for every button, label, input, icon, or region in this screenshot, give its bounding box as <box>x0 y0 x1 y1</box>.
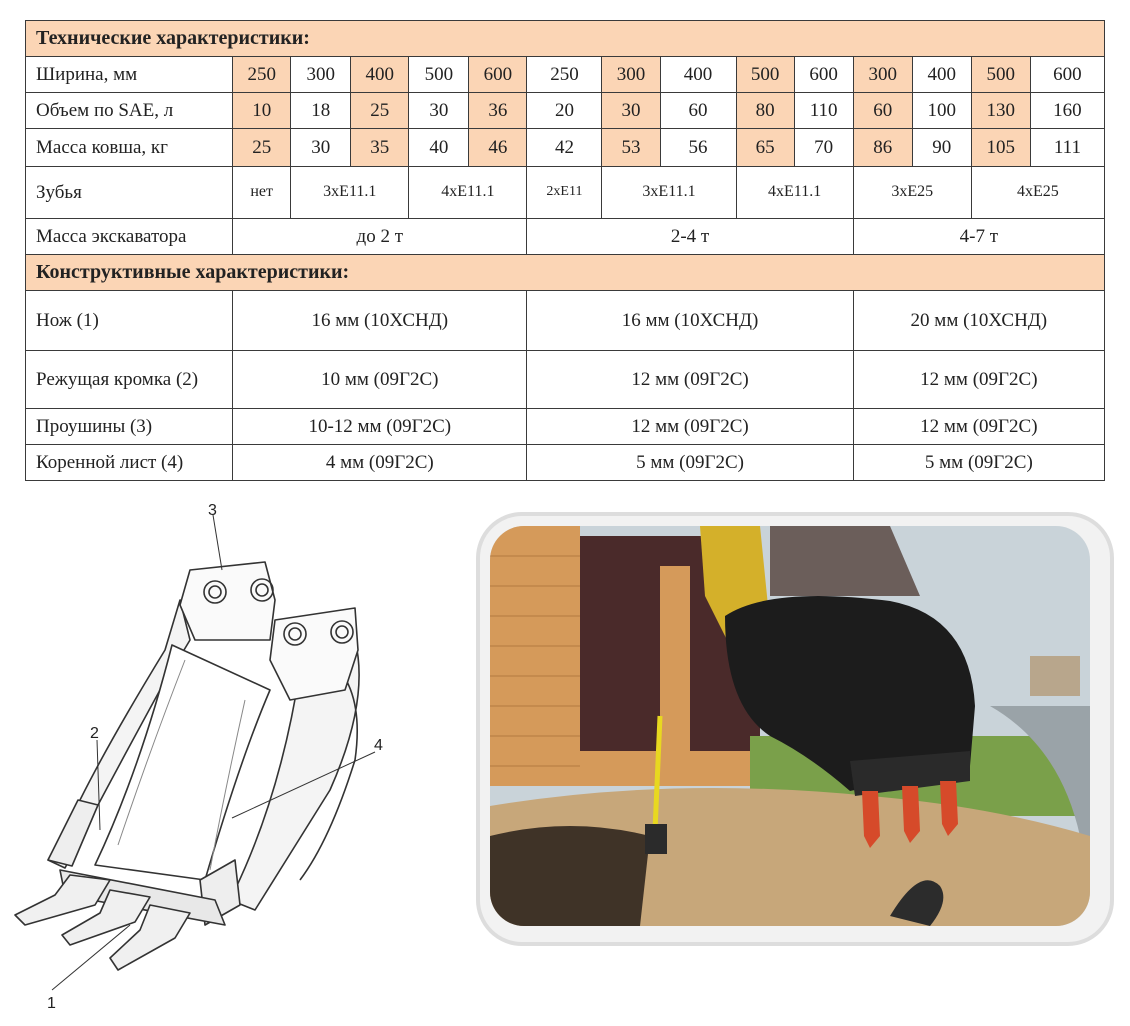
table-cell: нет <box>233 167 291 219</box>
row-lugs <box>26 409 1105 445</box>
row-label: Ширина, мм <box>26 57 233 93</box>
table-cell: 16 мм (10ХСНД) <box>527 291 853 351</box>
spec-table <box>25 20 1105 481</box>
row-volume <box>26 93 1105 129</box>
callout-1: 1 <box>47 995 56 1012</box>
table-cell: 25 <box>233 129 291 167</box>
table-cell: 110 <box>794 93 853 129</box>
table-cell: 100 <box>912 93 971 129</box>
table-cell: 2хЕ11 <box>527 167 602 219</box>
table-cell: 3хЕ25 <box>853 167 971 219</box>
table-cell: 10 мм (09Г2С) <box>233 351 527 409</box>
table-cell: 4хЕ11.1 <box>409 167 527 219</box>
table-cell: 500 <box>971 57 1030 93</box>
table-cell: 16 мм (10ХСНД) <box>233 291 527 351</box>
bucket-drawing <box>0 495 440 1020</box>
table-cell: 36 <box>469 93 527 129</box>
table-cell: 105 <box>971 129 1030 167</box>
table-cell: до 2 т <box>233 219 527 255</box>
table-cell: 300 <box>853 57 912 93</box>
section-constr-header: Конструктивные характеристики: <box>26 255 1105 291</box>
table-cell: 12 мм (09Г2С) <box>527 351 853 409</box>
table-cell: 600 <box>469 57 527 93</box>
table-cell: 12 мм (09Г2С) <box>527 409 853 445</box>
row-label: Режущая кромка (2) <box>26 351 233 409</box>
table-cell: 400 <box>660 57 736 93</box>
table-cell: 5 мм (09Г2С) <box>853 445 1104 481</box>
table-cell: 30 <box>291 129 351 167</box>
table-cell: 400 <box>351 57 409 93</box>
callout-2: 2 <box>90 725 99 742</box>
table-cell: 60 <box>660 93 736 129</box>
table-cell: 18 <box>291 93 351 129</box>
table-cell: 12 мм (09Г2С) <box>853 351 1104 409</box>
row-label: Проушины (3) <box>26 409 233 445</box>
row-label: Масса экскаватора <box>26 219 233 255</box>
table-cell: 250 <box>233 57 291 93</box>
table-cell: 500 <box>409 57 469 93</box>
row-label: Масса ковша, кг <box>26 129 233 167</box>
row-teeth <box>26 167 1105 219</box>
table-cell: 20 мм (10ХСНД) <box>853 291 1104 351</box>
table-cell: 2-4 т <box>527 219 853 255</box>
table-cell: 35 <box>351 129 409 167</box>
table-cell: 4-7 т <box>853 219 1104 255</box>
callout-4: 4 <box>374 737 383 754</box>
table-cell: 56 <box>660 129 736 167</box>
table-cell: 400 <box>912 57 971 93</box>
callout-3: 3 <box>208 502 217 519</box>
table-cell: 12 мм (09Г2С) <box>853 409 1104 445</box>
table-cell: 600 <box>1030 57 1104 93</box>
section-tech-header: Технические характеристики: <box>26 21 1105 57</box>
table-cell: 111 <box>1030 129 1104 167</box>
table-cell: 46 <box>469 129 527 167</box>
table-cell: 42 <box>527 129 602 167</box>
table-cell: 10-12 мм (09Г2С) <box>233 409 527 445</box>
table-cell: 300 <box>602 57 660 93</box>
table-cell: 5 мм (09Г2С) <box>527 445 853 481</box>
bucket-photo <box>470 506 1120 952</box>
table-cell: 90 <box>912 129 971 167</box>
table-cell: 3хЕ11.1 <box>602 167 736 219</box>
table-cell: 65 <box>736 129 794 167</box>
table-cell: 53 <box>602 129 660 167</box>
table-cell: 30 <box>602 93 660 129</box>
row-edge <box>26 351 1105 409</box>
row-label: Коренной лист (4) <box>26 445 233 481</box>
table-cell: 10 <box>233 93 291 129</box>
row-width <box>26 57 1105 93</box>
table-cell: 4хЕ11.1 <box>736 167 853 219</box>
table-cell: 500 <box>736 57 794 93</box>
row-excavator <box>26 219 1105 255</box>
row-label: Объем по SAE, л <box>26 93 233 129</box>
table-cell: 80 <box>736 93 794 129</box>
table-cell: 25 <box>351 93 409 129</box>
table-cell: 40 <box>409 129 469 167</box>
row-label: Зубья <box>26 167 233 219</box>
row-knife <box>26 291 1105 351</box>
table-cell: 60 <box>853 93 912 129</box>
table-cell: 4хЕ25 <box>971 167 1104 219</box>
table-cell: 86 <box>853 129 912 167</box>
table-cell: 4 мм (09Г2С) <box>233 445 527 481</box>
table-cell: 20 <box>527 93 602 129</box>
table-cell: 30 <box>409 93 469 129</box>
table-cell: 250 <box>527 57 602 93</box>
row-root <box>26 445 1105 481</box>
table-cell: 600 <box>794 57 853 93</box>
table-cell: 3хЕ11.1 <box>291 167 409 219</box>
row-label: Нож (1) <box>26 291 233 351</box>
table-cell: 160 <box>1030 93 1104 129</box>
table-cell: 70 <box>794 129 853 167</box>
table-cell: 130 <box>971 93 1030 129</box>
table-cell: 300 <box>291 57 351 93</box>
row-mass <box>26 129 1105 167</box>
